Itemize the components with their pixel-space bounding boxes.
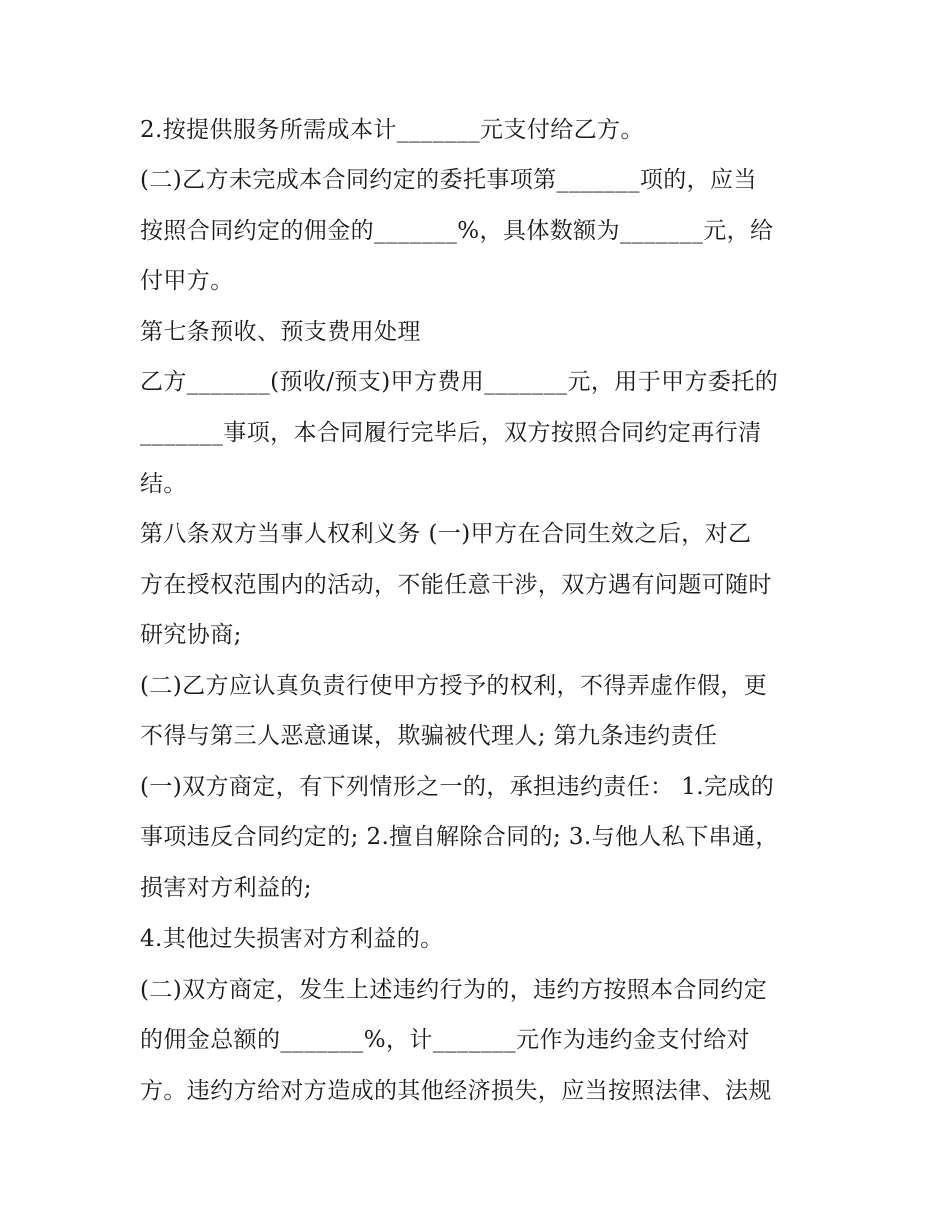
text-line: 乙方_______(预收/预支)甲方费用_______元，用于甲方委托的: [140, 369, 779, 395]
text-line: 2.按提供服务所需成本计_______元支付给乙方。: [140, 117, 644, 143]
text-line: 不得与第三人恶意通谋，欺骗被代理人; 第九条违约责任: [140, 723, 718, 749]
text-line: 方。违约方给对方造成的其他经济损失，应当按照法律、法规: [140, 1078, 772, 1104]
text-line: 事项违反合同约定的; 2.擅自解除合同的; 3.与他人私下串通，: [140, 824, 779, 850]
text-line: (一)双方商定，有下列情形之一的，承担违约责任： 1.完成的: [140, 774, 775, 800]
text-line: 的佣金总额的_______%，计_______元作为违约金支付给对: [140, 1027, 751, 1053]
text-line: 按照合同约定的佣金的_______%，具体数额为_______元，给: [140, 218, 774, 244]
section-heading: 第七条预收、预支费用处理: [140, 319, 421, 345]
text-line: 结。: [140, 471, 187, 497]
text-line: (二)乙方未完成本合同约定的委托事项第_______项的，应当: [140, 167, 757, 193]
text-line: 方在授权范围内的活动，不能任意干涉，双方遇有问题可随时: [140, 572, 772, 598]
text-line: (二)双方商定，发生上述违约行为的，违约方按照本合同约定: [140, 977, 768, 1003]
text-line: 4.其他过失损害对方利益的。: [140, 926, 444, 952]
text-line: 付甲方。: [140, 268, 234, 294]
text-line: 第八条双方当事人权利义务 (一)甲方在合同生效之后，对乙: [140, 521, 752, 547]
text-line: 损害对方利益的;: [140, 875, 312, 901]
text-line: (二)乙方应认真负责行使甲方授予的权利，不得弄虚作假，更: [140, 673, 768, 699]
text-line: 研究协商;: [140, 622, 242, 648]
text-line: _______事项，本合同履行完毕后，双方按照合同约定再行清: [140, 420, 762, 446]
